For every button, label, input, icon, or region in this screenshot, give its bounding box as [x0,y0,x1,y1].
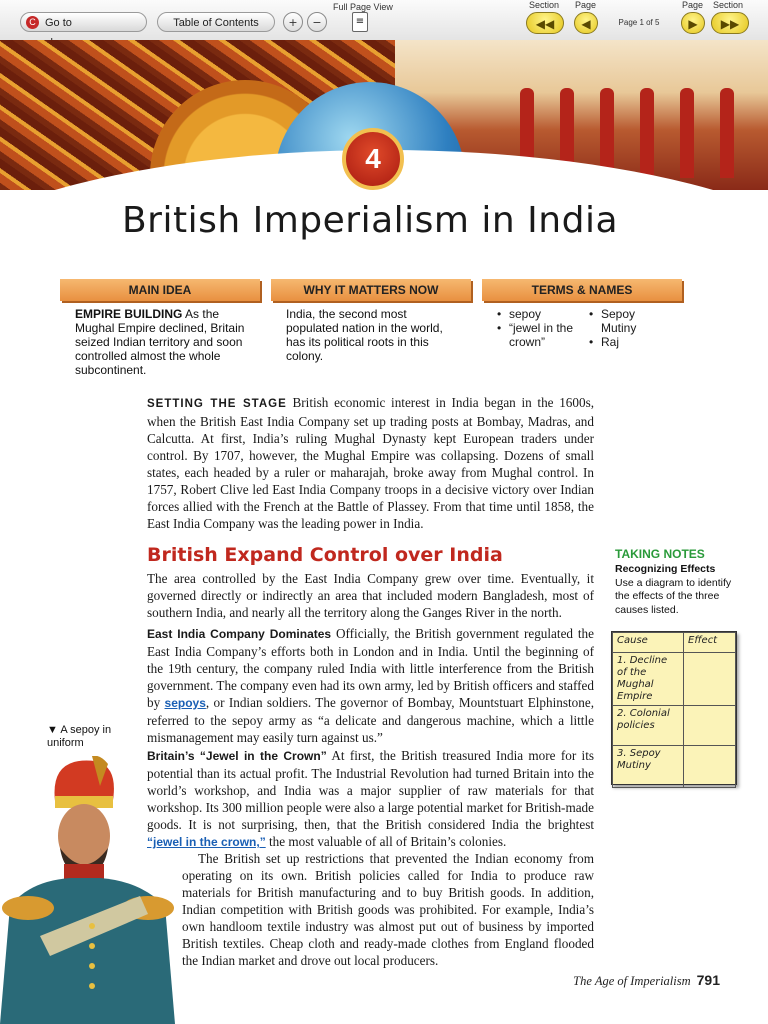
cause-column-header: Cause [613,633,684,653]
main-idea-lead: EMPIRE BUILDING [75,307,183,321]
main-idea-header: MAIN IDEA [60,279,260,301]
classzone-logo-icon: C [26,16,39,29]
jewel-text-2: the most valuable of all of Britain’s colonies. [268,834,507,849]
section-forward-icon[interactable]: ▶▶ [711,12,749,34]
term-jewel-in-the-crown[interactable]: • “jewel in the crown” [497,321,587,349]
table-of-contents-button[interactable] [157,12,275,32]
taking-notes-title: TAKING NOTES [615,547,705,561]
soldier-figure [680,88,694,178]
sepoys-link[interactable]: sepoys [164,696,206,710]
classzone-button[interactable] [20,12,147,32]
effect-cell-2 [684,706,736,746]
top-toolbar [0,0,768,41]
cause-row-3: 3. Sepoy Mutiny [613,746,684,788]
zoom-out-icon[interactable]: − [307,12,327,32]
figure-caption: ▼ A sepoy in uniform [47,724,112,749]
eic-paragraph [147,625,594,746]
page-label-right: Page [682,0,704,10]
page-view-icon[interactable]: ≡ [352,12,368,32]
section-intro-paragraph: The area controlled by the East India Company grew over time. Eventually, it governed directly or indirectly an area that included modern Bangladesh, most of southern India, and nearly all the territory along the Ganges River in the north. [147,571,594,620]
cause-effect-chart [611,631,737,785]
setting-the-stage-label: SETTING THE STAGE [147,398,287,410]
cause-row-1: 1. Decline of the Mughal Empire [613,653,684,706]
sepoy-illustration [0,756,175,1024]
section-label-left: Section [529,0,560,10]
terms-list-2 [589,307,669,349]
setting-the-stage-text: British economic interest in India began in the 1600s, when the British East India Company set up trading posts at Bombay, Madras, and Calcutta. At first, India’s ruling Mughal Dynasty kept European traders under control. By 1707, however, the Mughal Empire was collapsing. Dozens of small states, each headed by a ruler or maharajah, broke away from Mughal control. In 1757, Robert Clive led East India Company troops in a decisive victory over Indian forces allied with the French at the Battle of Plassey. From that time until 1858, the East India Company was the leading power in India. [147,395,595,531]
effect-cell-1 [684,653,736,706]
section-label-right: Section [713,0,744,10]
section-heading: British Expand Control over India [147,544,503,566]
effect-cell-3 [684,746,736,788]
page-title: British Imperialism in India [121,200,619,241]
page-forward-icon[interactable]: ▶ [681,12,705,34]
cause-row-2: 2. Colonial policies [613,706,684,746]
main-idea-body: As the Mughal Empire declined, Britain seized Indian territory and soon controlled almost the whole subcontinent. [75,307,245,377]
soldier-figure [720,88,734,178]
book-title: The Age of Imperialism [573,974,691,988]
eic-subheading: East India Company Dominates [147,627,332,641]
soldier-figure [640,88,654,178]
page-indicator: Page 1 of 5 [618,18,660,27]
taking-notes-text: Use a diagram to identify the effects of the three causes listed. [615,576,732,616]
section-back-icon[interactable]: ◀◀ [526,12,564,34]
page-label-left: Page [575,0,597,10]
effect-column-header: Effect [684,633,736,653]
taking-notes-instructions [615,563,735,617]
terms-list-1 [497,307,587,349]
jewel-in-the-crown-link[interactable]: “jewel in the crown,” [147,835,266,849]
terms-names-header: TERMS & NAMES [482,279,682,301]
why-it-matters-header: WHY IT MATTERS NOW [271,279,471,301]
restrictions-paragraph: The British set up restrictions that prevented the Indian economy from operating on its own. British policies called for India to produce raw materials for British manufacturing and to buy British goods. In addition, Indian competition with British goods was prohibited. For example, India’s own handloom textile industry was almost put out of business by imported British textiles. Cheap cloth and ready-made clothes from England flooded the Indian market and drove out local producers. [182,851,594,968]
eic-text-2: , or Indian soldiers. The governor of Bombay, Mountstuart Elphinstone, referred to the sepoy army as “a delicate and dangerous machine, which a little mismanagement may easily turn against us.” [147,695,594,745]
eic-text-1: Officially, the British government regulated the East India Company’s efforts both in London and in India. Until the beginning of the 19th century, the company ruled India with little interference from the British government. The company even had its own army, led by British officers and staffed by [147,626,594,710]
term-sepoy-mutiny[interactable]: • Sepoy Mutiny [589,307,669,335]
term-raj[interactable]: • Raj [589,335,669,349]
term-sepoy[interactable]: • sepoy [497,307,587,321]
main-idea-text [75,307,250,377]
full-page-view-label: Full Page View [333,2,393,12]
taking-notes-skill: Recognizing Effects [615,563,716,575]
page-number: 791 [696,972,720,988]
jewel-text-1: At first, the British treasured India more for its potential than its actual profit. The Industrial Revolution had turned Britain into the world’s workshop, and India was a major supplier of raw materials for that workshop. Its 300 million people were also a large potential market for British-made goods. It is not surprising, then, that the British considered India the brightest [147,748,594,832]
zoom-in-icon[interactable]: + [283,12,303,32]
section-number-badge: 4 [342,128,404,190]
toc-button-label: Table of Contents [173,17,259,29]
setting-the-stage-paragraph [147,394,594,532]
classzone-button-label: Go to [45,17,72,29]
jewel-paragraph [147,747,594,851]
why-it-matters-text: India, the second most populated nation in the world, has its political roots in this colony. [286,307,443,363]
jewel-subheading: Britain’s “Jewel in the Crown” [147,749,327,763]
soldier-figure [600,88,614,178]
page-back-icon[interactable]: ◀ [574,12,598,34]
page-footer [573,972,720,989]
